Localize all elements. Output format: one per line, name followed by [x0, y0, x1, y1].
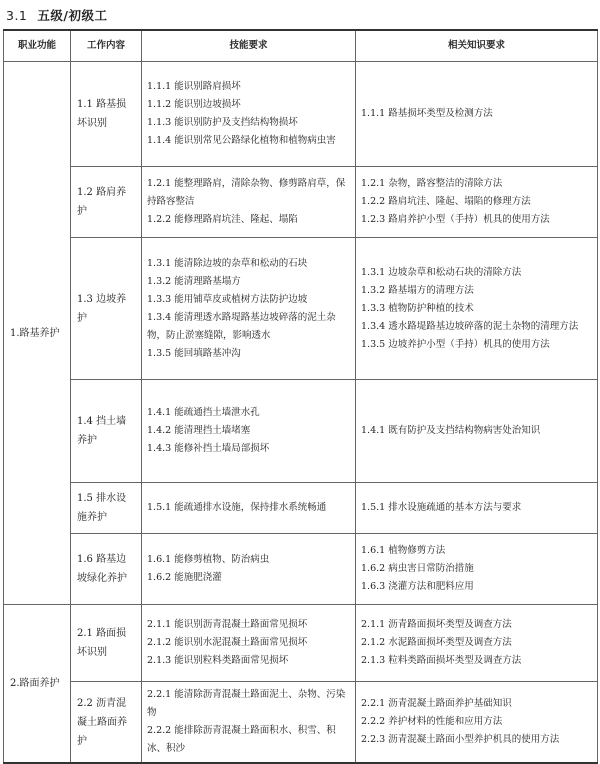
table-row — [4, 534, 598, 605]
table-header-row — [4, 30, 598, 62]
knowledge-item: 2.1.1 沥青路面损坏类型及调查方法 — [361, 619, 512, 630]
skills-cell — [142, 380, 356, 483]
knowledge-item: 1.3.2 路基塌方的清理方法 — [361, 284, 474, 296]
table-row — [4, 605, 598, 682]
knowledge-item: 1.3.4 透水路堤路基边坡碎落的泥土杂物的清理方法 — [361, 320, 579, 332]
skills-cell — [142, 167, 356, 238]
function-cell: 1.路基养护 — [4, 62, 71, 605]
knowledge-item: 1.3.3 植物防护种植的技术 — [361, 302, 474, 314]
table-row — [4, 380, 598, 483]
content-cell: 1.5 排水设施养护 — [71, 483, 142, 534]
skill-item: 1.3.1 能清除边坡的杂草和松动的石块 — [147, 257, 308, 269]
header-content: 工作内容 — [71, 30, 142, 62]
skill-item: 2.1.1 能识别沥青混凝土路面常见损坏 — [147, 619, 308, 630]
knowledge-item: 1.3.1 边坡杂草和松动石块的清除方法 — [361, 266, 522, 278]
knowledge-item: 1.6.2 病虫害日常防治措施 — [361, 563, 474, 574]
skill-item: 2.2.1 能清除沥青混凝土路面泥土、杂物、污染物 — [147, 689, 346, 718]
content-cell: 1.4 挡土墙养护 — [71, 380, 142, 483]
knowledge-cell — [356, 682, 598, 764]
header-knowledge: 相关知识要求 — [356, 30, 598, 62]
skill-item: 1.4.3 能修补挡土墙局部损坏 — [147, 443, 270, 454]
knowledge-item: 1.5.1 排水设施疏通的基本方法与要求 — [361, 502, 522, 513]
content-cell: 2.2 沥青混凝土路面养护 — [71, 682, 142, 764]
section-title: 五级/初级工 — [37, 8, 108, 23]
table-row — [4, 682, 598, 764]
knowledge-item: 1.2.3 路肩养护小型（手持）机具的使用方法 — [361, 214, 550, 225]
skill-item: 1.6.2 能施肥浇灌 — [147, 572, 222, 583]
table-row — [4, 62, 598, 167]
skill-item: 1.6.1 能修剪植物、防治病虫 — [147, 554, 270, 565]
skill-item: 1.1.2 能识别边坡损坏 — [147, 99, 241, 110]
table-row — [4, 167, 598, 238]
skill-item: 2.1.3 能识别粒料类路面常见损坏 — [147, 655, 289, 666]
knowledge-item: 2.2.1 沥青混凝土路面养护基础知识 — [361, 698, 512, 709]
skill-item: 1.2.1 能整理路肩，清除杂物、修剪路肩草，保持路容整洁 — [147, 178, 346, 207]
skill-item: 2.2.2 能排除沥青混凝土路面积水、积雪、积冰、积沙 — [147, 725, 336, 754]
content-cell: 1.2 路肩养护 — [71, 167, 142, 238]
content-cell: 1.6 路基边坡绿化养护 — [71, 534, 142, 605]
knowledge-item: 2.2.3 沥青混凝土路面小型养护机具的使用方法 — [361, 734, 560, 745]
section-number: 3.1 — [6, 8, 28, 23]
knowledge-item: 2.2.2 养护材料的性能和应用方法 — [361, 716, 503, 727]
skill-item: 1.2.2 能修理路肩坑洼、隆起、塌陷 — [147, 214, 298, 225]
knowledge-cell — [356, 534, 598, 605]
content-cell: 2.1 路面损坏识别 — [71, 605, 142, 682]
knowledge-cell — [356, 167, 598, 238]
skill-item: 1.3.5 能回填路基冲沟 — [147, 347, 241, 359]
table-row — [4, 238, 598, 380]
knowledge-item: 1.6.1 植物修剪方法 — [361, 545, 446, 556]
skill-item: 1.5.1 能疏通排水设施，保持排水系统畅通 — [147, 502, 327, 513]
skill-item: 1.3.2 能清理路基塌方 — [147, 275, 241, 287]
header-skills: 技能要求 — [142, 30, 356, 62]
content-cell: 1.1 路基损坏识别 — [71, 62, 142, 167]
skill-standard-table — [3, 29, 598, 764]
knowledge-item: 1.4.1 既有防护及支挡结构物病害处治知识 — [361, 425, 541, 436]
knowledge-item: 2.1.2 水泥路面损坏类型及调查方法 — [361, 637, 512, 648]
skills-cell — [142, 605, 356, 682]
knowledge-cell — [356, 238, 598, 380]
table-row — [4, 483, 598, 534]
knowledge-cell — [356, 605, 598, 682]
skill-item: 1.1.3 能识别防护及支挡结构物损坏 — [147, 117, 298, 128]
section-heading — [6, 6, 107, 24]
knowledge-cell — [356, 483, 598, 534]
knowledge-item: 2.1.3 粒料类路面损坏类型及调查方法 — [361, 655, 522, 666]
knowledge-item: 1.6.3 浇灌方法和肥料应用 — [361, 581, 474, 592]
content-cell: 1.3 边坡养护 — [71, 238, 142, 380]
header-function: 职业功能 — [4, 30, 71, 62]
skills-cell — [142, 238, 356, 380]
skills-cell — [142, 483, 356, 534]
knowledge-item: 1.2.2 路肩坑洼、隆起、塌陷的修理方法 — [361, 196, 531, 207]
knowledge-item: 1.3.5 边坡养护小型（手持）机具的使用方法 — [361, 338, 550, 350]
knowledge-item: 1.1.1 路基损坏类型及检测方法 — [361, 108, 493, 119]
skill-item: 2.1.2 能识别水泥混凝土路面常见损坏 — [147, 637, 308, 648]
knowledge-cell — [356, 62, 598, 167]
skill-item: 1.1.1 能识别路肩损坏 — [147, 81, 241, 92]
skills-cell — [142, 62, 356, 167]
knowledge-cell — [356, 380, 598, 483]
skill-item: 1.1.4 能识别常见公路绿化植物和植物病虫害 — [147, 135, 336, 146]
skill-item: 1.4.2 能清理挡土墙堵塞 — [147, 425, 251, 436]
skills-cell — [142, 682, 356, 764]
skill-item: 1.4.1 能疏通挡土墙泄水孔 — [147, 407, 260, 418]
skill-item: 1.3.3 能用铺草皮或植树方法防护边坡 — [147, 293, 308, 305]
skill-item: 1.3.4 能清理透水路堤路基边坡碎落的泥土杂物，防止淤塞缝隙，影响透水 — [147, 311, 336, 341]
knowledge-item: 1.2.1 杂物，路容整洁的清除方法 — [361, 178, 503, 189]
function-cell: 2.路面养护 — [4, 605, 71, 764]
skills-cell — [142, 534, 356, 605]
